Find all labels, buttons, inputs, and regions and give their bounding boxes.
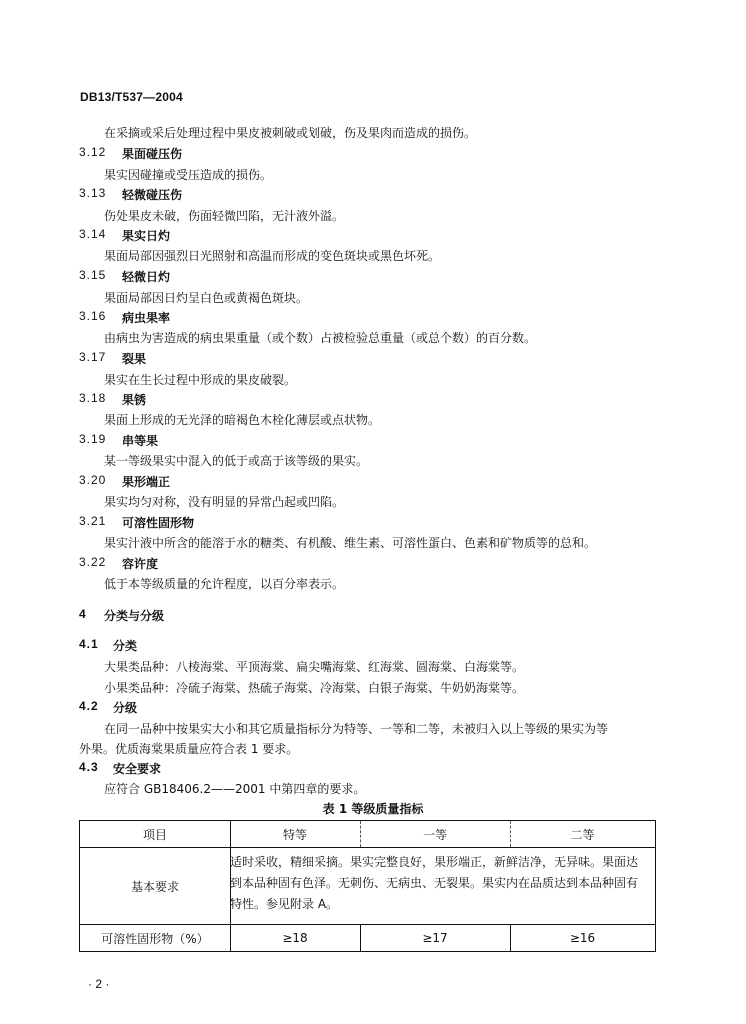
subsection-number: 4.2 [79,699,99,713]
table-row [80,847,655,924]
subsection-title: 分类 [113,639,138,653]
subsection-title: 安全要求 [113,762,162,776]
term-number: 3.14 [79,227,107,241]
term-definition: 果实因碰撞或受压造成的损伤。 [104,168,273,182]
term-title: 轻微碰压伤 [122,188,183,202]
subsection-number: 4.1 [79,637,99,651]
table-header-row [80,821,655,847]
term-title: 病虫果率 [122,311,171,325]
term-number: 3.19 [79,432,107,446]
section-number: 4 [79,607,86,621]
term-definition: 果实汁液中所含的能溶于水的糖类、有机酸、维生素、可溶性蛋白、色素和矿物质等的总和。 [104,536,597,550]
term-title: 果锈 [122,393,147,407]
term-title: 可溶性固形物 [122,516,195,530]
term-number: 3.20 [79,473,107,487]
term-title: 轻微日灼 [122,270,171,284]
term-definition: 果面上形成的无光泽的暗褐色木栓化薄层或点状物。 [104,413,381,427]
grading-paragraph-line: 外果。优质海棠果质量应符合表 1 要求。 [79,742,299,756]
term-definition: 某一等级果实中混入的低于或高于该等级的果实。 [104,454,369,468]
table-header-cell: 一等 [422,827,447,842]
subsection-title: 分级 [113,701,138,715]
table-cell: ≥16 [569,931,596,945]
intro-line: 在采摘或采后处理过程中果皮被刺破或划破，伤及果肉而造成的损伤。 [104,126,477,140]
term-number: 3.22 [79,555,107,569]
term-number: 3.17 [79,350,107,364]
term-title: 果实日灼 [122,229,171,243]
term-number: 3.21 [79,514,107,528]
table-cell: ≥17 [422,931,448,945]
table-header-cell: 特等 [282,827,307,842]
small-fruit-varieties: 小果类品种：冷硫子海棠、热硫子海棠、冷海棠、白银子海棠、牛奶奶海棠等。 [104,681,525,695]
table-header-cell: 项目 [142,827,167,842]
term-definition: 果实在生长过程中形成的果皮破裂。 [104,373,297,387]
table-row-label: 基本要求 [130,879,179,894]
term-definition: 伤处果皮未破，伤面轻微凹陷，无汁液外溢。 [104,209,345,223]
table-caption: 表 1 等级质量指标 [322,802,424,816]
section-title: 分类与分级 [104,609,165,623]
page-number: · 2 · [88,977,110,991]
term-title: 果形端正 [122,475,171,489]
term-number: 3.15 [79,268,107,282]
term-title: 容许度 [122,557,159,571]
grade-quality-table [79,820,656,952]
term-title: 裂果 [122,352,147,366]
term-definition: 果实均匀对称，没有明显的异常凸起或凹陷。 [104,495,345,509]
term-number: 3.18 [79,391,107,405]
term-definition: 果面局部因日灼呈白色或黄褐色斑块。 [104,291,309,305]
term-definition: 由病虫为害造成的病虫果重量（或个数）占被检验总重量（或总个数）的百分数。 [104,331,537,345]
document-id: DB13/T537—2004 [80,90,183,104]
term-number: 3.13 [79,186,107,200]
term-number: 3.16 [79,309,107,323]
term-title: 串等果 [122,434,159,448]
term-title: 果面碰压伤 [122,147,183,161]
table-header-cell: 二等 [570,827,595,842]
basic-requirements-text: 适时采收，精细采摘。果实完整良好，果形端正，新鲜洁净，无异味。果面达到本品种固有色泽。无刺伤、无病虫、无裂果。果实内在品质达到本品种固有特性。参见附录 A。 [230,855,639,911]
grading-paragraph-line: 在同一品种中按果实大小和其它质量指标分为特等、一等和二等，未被归入以上等级的果实为等 [104,722,609,736]
table-row [80,924,655,951]
safety-requirement: 应符合 GB18406.2——2001 中第四章的要求。 [104,782,366,796]
table-cell: ≥18 [282,931,308,945]
table-row-label: 可溶性固形物（%） [101,931,209,946]
subsection-number: 4.3 [79,760,99,774]
term-number: 3.12 [79,145,107,159]
term-definition: 果面局部因强烈日光照射和高温而形成的变色斑块或黑色坏死。 [104,249,441,263]
term-definition: 低于本等级质量的允许程度，以百分率表示。 [104,577,345,591]
large-fruit-varieties: 大果类品种：八棱海棠、平顶海棠、扁尖嘴海棠、红海棠、圆海棠、白海棠等。 [104,660,525,674]
